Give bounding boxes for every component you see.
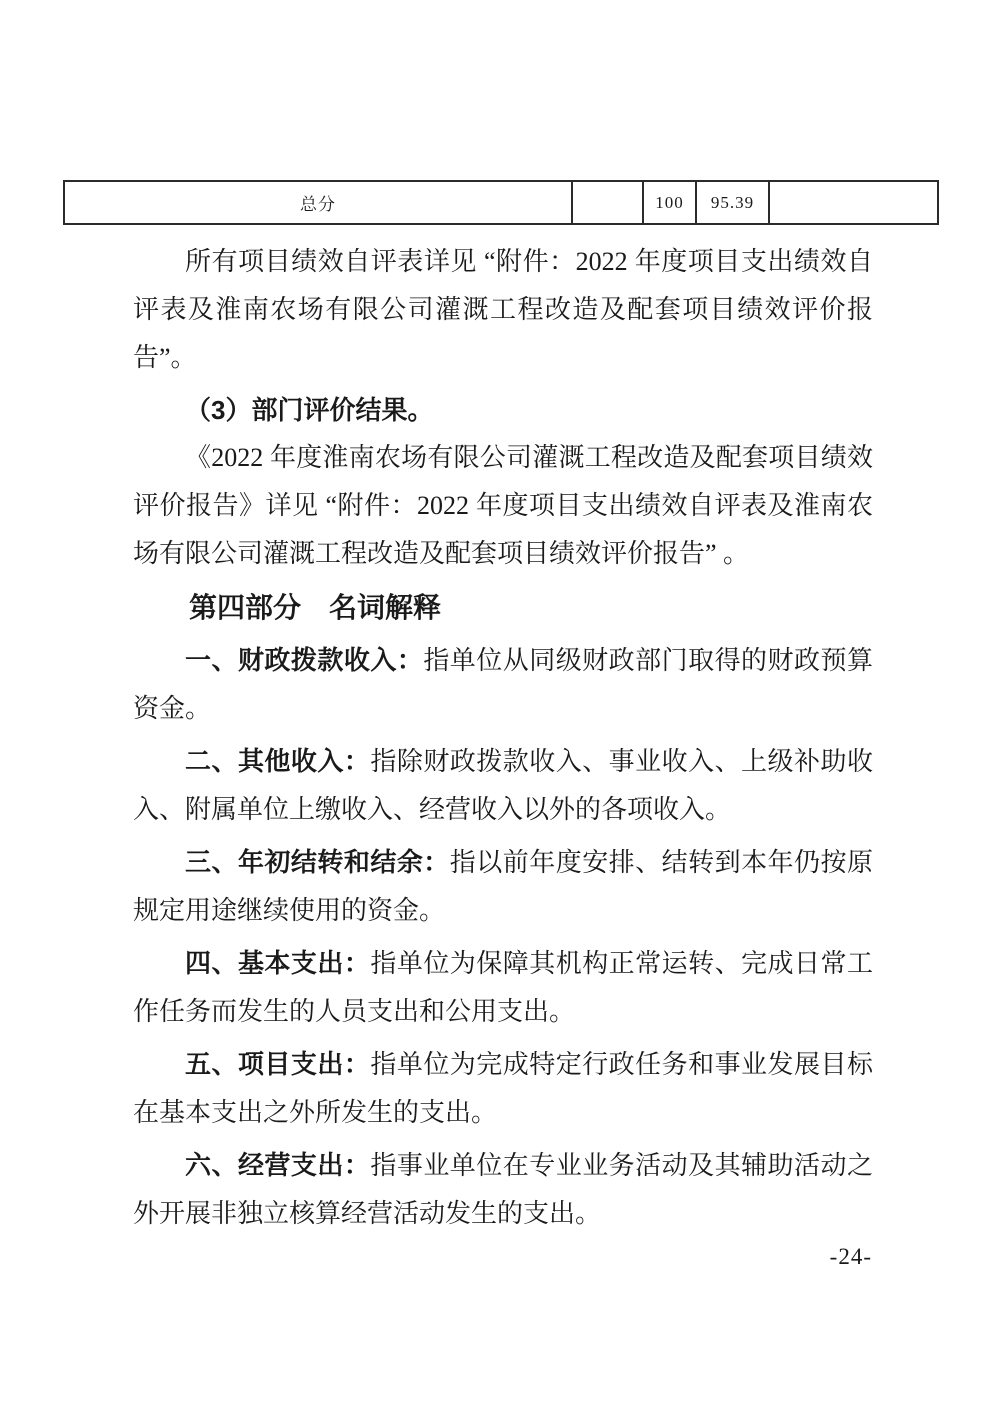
definition-carryover-and-surplus [133, 838, 873, 935]
score-table-total-row [64, 181, 938, 224]
heading-dept-eval-result: （3）部门评价结果。 [185, 395, 434, 425]
definition-operating-expenditure [133, 1141, 873, 1238]
definition-term: 一、财政拨款收入： [185, 645, 424, 675]
definition-project-expenditure [133, 1040, 873, 1137]
definition-term: 四、基本支出： [185, 948, 371, 978]
actual-score-cell: 95.39 [696, 181, 769, 224]
max-score-cell: 100 [643, 181, 696, 224]
definition-text: 指单位为保障其机构正常运转、完成日常工作任务而发生的人员支出和公用支出。 [133, 949, 873, 1026]
definition-text: 指除财政拨款收入、事业收入、上级补助收入、附属单位上缴收入、经营收入以外的各项收入。 [133, 747, 873, 824]
definition-text: 指单位为完成特定行政任务和事业发展目标在基本支出之外所发生的支出。 [133, 1050, 873, 1127]
definition-basic-expenditure [133, 939, 873, 1036]
document-body [133, 238, 873, 1238]
definition-term: 六、经营支出： [185, 1150, 371, 1180]
definition-term: 五、项目支出： [185, 1049, 371, 1079]
section-heading-part4-glossary: 第四部分 名词解释 [189, 592, 442, 623]
definition-text: 指以前年度安排、结转到本年仍按原规定用途继续使用的资金。 [133, 848, 873, 925]
empty-cell-1 [572, 181, 643, 224]
definition-text: 指事业单位在专业业务活动及其辅助活动之外开展非独立核算经营活动发生的支出。 [133, 1151, 873, 1228]
page-number: -24- [829, 1244, 872, 1269]
paragraph-self-eval-tables: 所有项目绩效自评表详见 “附件：2022 年度项目支出绩效自评表及淮南农场有限公司灌溉工程改造及配套项目绩效评价报告”。 [133, 247, 873, 372]
definition-fiscal-appropriation-income [133, 636, 873, 733]
definition-term: 三、年初结转和结余： [185, 847, 450, 877]
empty-cell-2 [769, 181, 938, 224]
total-score-label-cell: 总分 [64, 181, 572, 224]
definition-other-income [133, 737, 873, 834]
paragraph-dept-eval-report: 《2022 年度淮南农场有限公司灌溉工程改造及配套项目绩效评价报告》详见 “附件：2022 年度项目支出绩效自评表及淮南农场有限公司灌溉工程改造及配套项目绩效评价报告” 。 [133, 443, 873, 568]
definition-text: 指单位从同级财政部门取得的财政预算资金。 [133, 646, 873, 723]
score-table [63, 180, 939, 225]
definition-term: 二、其他收入： [185, 746, 371, 776]
